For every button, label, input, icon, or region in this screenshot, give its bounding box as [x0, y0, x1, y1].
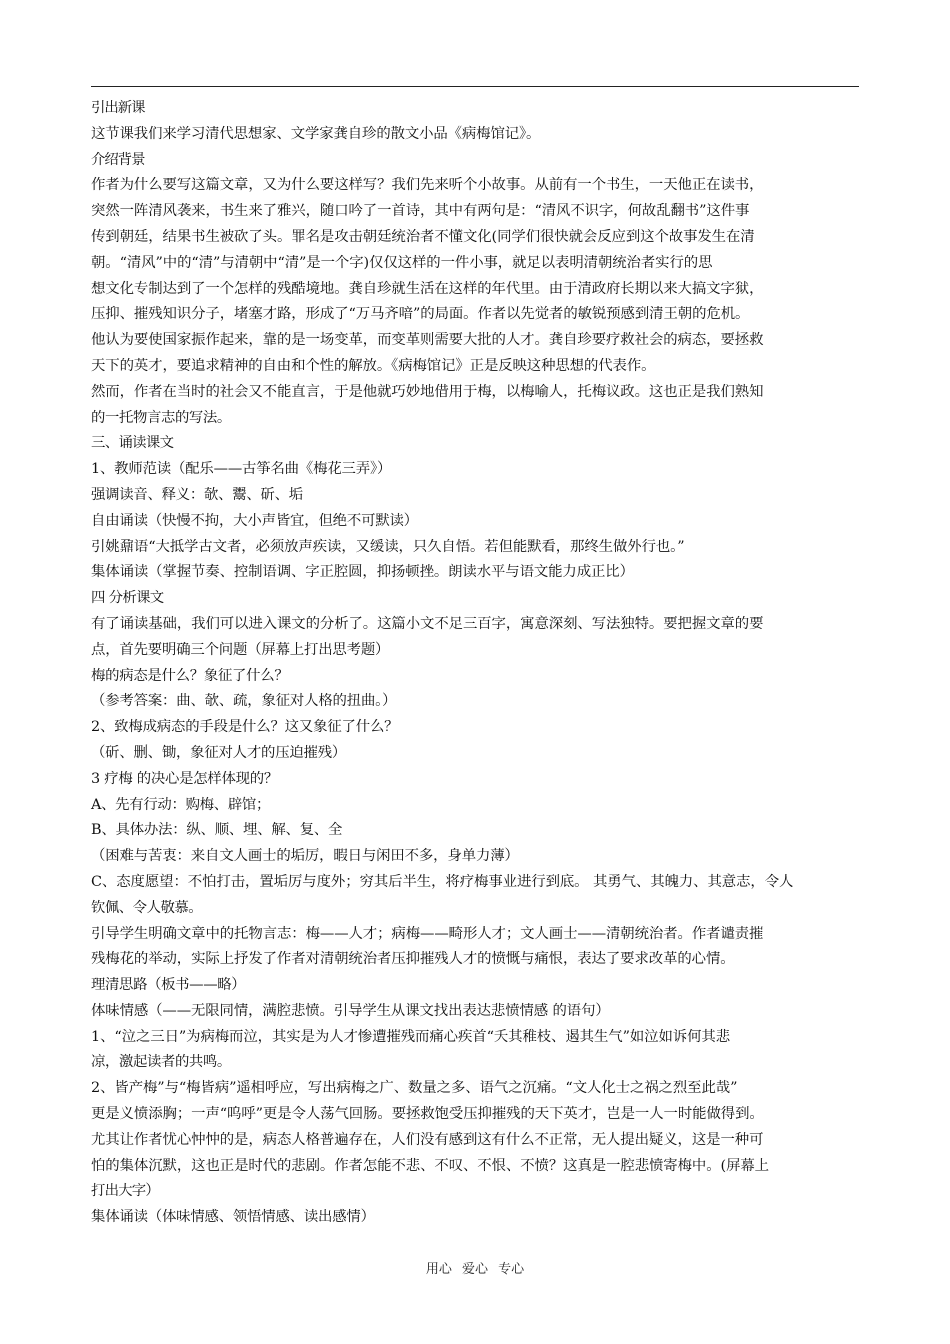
text-line: （参考答案：曲、欹、疏，象征对人格的扭曲。）: [91, 693, 397, 710]
text-line: （斫、删、锄，象征对人才的压迫摧残）: [91, 744, 347, 761]
text-line: A、先有行动：购梅、辟馆；: [91, 796, 271, 813]
text-line: 这节课我们来学习清代思想家、文学家龚自珍的散文小品《病梅馆记》。: [91, 125, 541, 142]
text-line: 理清思路（板书——略）: [91, 977, 246, 994]
text-line: 尤其让作者忧心忡忡的是，病态人格普遍存在，人们没有感到这有什么不正常，无人提出疑义，这是一种可: [91, 1131, 764, 1148]
text-line: 集体诵读（体味情感、领悟情感、读出感情）: [91, 1209, 375, 1226]
text-line: 突然一阵清风袭来，书生来了雅兴，随口吟了一首诗，其中有两句是：“清风不识字，何故乱翻书”这件事: [91, 203, 750, 220]
text-line: 他认为要使国家振作起来，靠的是一场变革，而变革则需要大批的人才。龚自珍要疗救社会的病态，要拯救: [91, 332, 764, 349]
text-line: （困难与苦衷：来自文人画士的垢厉，暇日与闲田不多，身单力薄）: [91, 848, 519, 865]
document-body: [91, 96, 863, 1231]
text-line: 天下的英才，要追求精神的自由和个性的解放。《病梅馆记》正是反映这种思想的代表作。: [91, 357, 656, 374]
text-line: 引姚鼐语“大抵学古文者，必须放声疾读，又缓读，只久自悟。若但能默看，那终生做外行也。”: [91, 538, 685, 555]
text-line: 传到朝廷，结果书生被砍了头。罪名是攻击朝廷统治者不懂文化(同学们很快就会反应到这个故事发生在清: [91, 228, 755, 245]
text-line: 1、“泣之三日”为病梅而泣，其实是为人才惨遭摧残而痛心疾首“夭其稚枝、遏其生气”如泣如诉何其悲: [91, 1028, 730, 1045]
text-line: 四 分析课文: [91, 590, 164, 607]
text-line: 引出新课: [91, 100, 145, 116]
text-line: 介绍背景: [91, 151, 145, 168]
header-rule: [91, 86, 859, 87]
text-line: 作者为什么要写这篇文章，又为什么要这样写？我们先来听个小故事。从前有一个书生，一天他正在读书，: [91, 177, 764, 194]
text-line: 自由诵读（快慢不拘，大小声皆宜，但绝不可默读）: [91, 512, 418, 529]
text-line: 有了诵读基础，我们可以进入课文的分析了。这篇小文不足三百字，寓意深刻、写法独特。要把握文章的要: [91, 615, 764, 632]
text-line: 梅的病态是什么？象征了什么？: [91, 667, 289, 684]
text-line: 压抑、摧残知识分子，堵塞才路，形成了“万马齐喑”的局面。作者以先觉者的敏锐预感到清王朝的危机。: [91, 306, 750, 323]
text-line: 强调读音、释义：欹、鬻、斫、垢: [91, 486, 303, 503]
text-line: C、态度愿望：不怕打击，置垢厉与度外；穷其后半生，将疗梅事业进行到底。 其勇气、其魄力、其意志，令人: [91, 873, 794, 890]
text-line: 点，首先要明确三个问题（屏幕上打出思考题）: [91, 641, 390, 658]
text-line: 钦佩、令人敬慕。: [91, 899, 203, 916]
text-line: B、具体办法：纵、顺、埋、解、复、全: [91, 822, 343, 839]
text-line: 想文化专制达到了一个怎样的残酷境地。龚自珍就生活在这样的年代里。由于清政府长期以来大搞文字狱，: [91, 280, 764, 297]
text-line: 2、致梅成病态的手段是什么？这又象征了什么？: [91, 719, 399, 736]
text-line: 怕的集体沉默，这也正是时代的悲剧。作者怎能不悲、不叹、不恨、不愤？这真是一腔悲愤寄梅中。(屏幕上: [91, 1157, 769, 1174]
text-line: 残梅花的举动，实际上抒发了作者对清朝统治者压抑摧残人才的愤慨与痛恨，表达了要求改革的心情。: [91, 951, 735, 968]
text-line: 凉，激起读者的共鸣。: [91, 1054, 231, 1071]
page-footer: 用心 爱心 专心: [425, 1262, 525, 1277]
text-line: 打出大字）: [91, 1183, 159, 1200]
text-line: 体味情感（——无限同情，满腔悲愤。引导学生从课文找出表达悲愤情感 的语句）: [91, 1002, 610, 1019]
text-line: 然而，作者在当时的社会又不能直言，于是他就巧妙地借用于梅，以梅喻人，托梅议政。这也正是我们熟知: [91, 383, 764, 400]
text-line: 1、教师范读（配乐——古筝名曲《梅花三弄》）: [91, 461, 392, 478]
text-line: 更是义愤添胸；一声“呜呼”更是令人荡气回肠。要拯救饱受压抑摧残的天下英才，岂是一人一时能做得到。: [91, 1106, 764, 1123]
text-line: 引导学生明确文章中的托物言志：梅——人才；病梅——畸形人才；文人画士——清朝统治者。作者谴责摧: [91, 925, 764, 942]
text-line: 朝。“清风”中的“清”与清朝中“清”是一个字)仅仅这样的一件小事，就足以表明清朝统治者实行的思: [91, 254, 713, 271]
text-line: 三、诵读课文: [91, 435, 174, 452]
text-line: 集体诵读（掌握节奏、控制语调、字正腔圆，抑扬顿挫。朗读水平与语文能力成正比）: [91, 564, 634, 581]
text-line: 2、皆产梅”与“梅皆病”遥相呼应，写出病梅之广、数量之多、语气之沉痛。“文人化士之祸之烈至此哉”: [91, 1080, 738, 1097]
text-line: 的一托物言志的写法。: [91, 409, 231, 426]
text-line: 3 疗梅 的决心是怎样体现的？: [91, 770, 278, 787]
